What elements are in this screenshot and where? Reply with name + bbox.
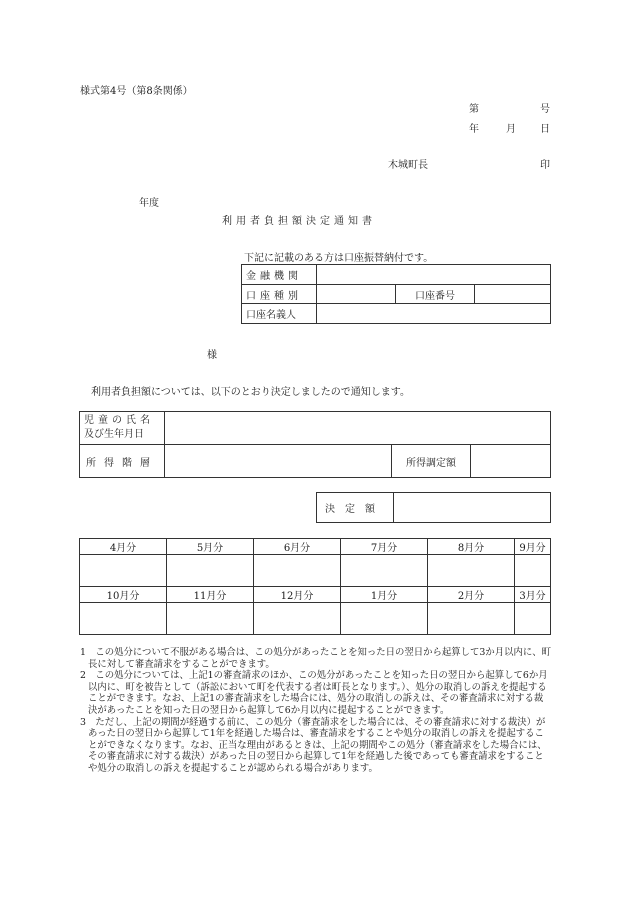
month-amount-cell [167, 555, 254, 587]
bank-institution-value [317, 265, 551, 285]
account-number-label: 口座番号 [396, 285, 475, 304]
month-label: 8月分 [428, 539, 515, 555]
bank-institution-label: 金融機関 [242, 265, 317, 285]
month-value-row-1 [80, 555, 551, 587]
month-label: 10月分 [80, 587, 167, 603]
notification-message: 利用者負担額については、以下のとおり決定しましたので通知します。 [91, 387, 410, 398]
note-3: 3 ただし、上記の期間が経過する前に、この処分（審査請求をした場合には、その審査請求に対する裁決）があった日の翌日から起算して1年を経過した場合は、審査請求をすることや処分の取消しの訴えを提起することができなくなります。なお、正当な理由があるときは、上記の期間やこの処分（審査請求をした場合には、その審査請求に対する裁決）があった日の翌日から起算して1年を経過した後であっても審査請求をすることや処分の取消しの訴えを提起することが認められる場合があります。 [80, 716, 547, 774]
month-amount-cell [80, 603, 167, 635]
month-label: 5月分 [167, 539, 254, 555]
decided-amount-label: 決定額 [317, 493, 394, 523]
year-label: 年 [469, 124, 479, 135]
month-amount-cell [254, 603, 341, 635]
notes-section [80, 647, 552, 775]
note-2: 2 この処分については、上記1の審査請求のほか、この処分があったことを知った日の翌日から起算して6か月以内に、町を被告として（訴訟において町を代表する者は町長となります。）、処分の取消しの訴えを提起することができます。なお、上記1の審査請求をした場合には、処分の取消しの訴えは、その審査請求に対する裁決があったことを知った日の翌日から起算して6か月以内に提起することができます。 [80, 670, 548, 716]
month-label: 3月分 [515, 587, 551, 603]
month-label: 4月分 [80, 539, 167, 555]
month-amount-cell [80, 555, 167, 587]
bank-table [241, 264, 551, 324]
income-adjusted-label: 所得調定額 [392, 445, 471, 478]
form-label: 様式第4号（第8条関係） [80, 86, 193, 97]
month-label: 2月分 [428, 587, 515, 603]
seal-mark: 印 [540, 160, 550, 171]
month-label: 1月分 [341, 587, 428, 603]
recipient-honorific: 様 [207, 350, 217, 361]
month-amount-cell [254, 555, 341, 587]
month-amount-cell [341, 555, 428, 587]
month-amount-cell [515, 603, 551, 635]
income-level-label: 所得階層 [80, 445, 165, 478]
account-type-label: 口座種別 [242, 285, 317, 304]
month-label: 7月分 [341, 539, 428, 555]
bank-intro: 下記に記載のある方は口座振替納付です。 [244, 253, 434, 264]
month-label: 6月分 [254, 539, 341, 555]
fiscal-year-label: 年度 [139, 198, 159, 209]
account-holder-value [317, 304, 551, 324]
month-label: 9月分 [515, 539, 551, 555]
document-title: 利用者負担額決定通知書 [222, 216, 376, 227]
month-amount-cell [167, 603, 254, 635]
number-prefix: 第 [469, 104, 479, 115]
month-header-row-2 [80, 587, 551, 603]
month-amount-cell [428, 603, 515, 635]
day-label: 日 [540, 124, 550, 135]
monthly-table [79, 538, 551, 635]
month-value-row-2 [80, 603, 551, 635]
account-holder-label: 口座名義人 [242, 304, 317, 324]
income-adjusted-value [471, 445, 551, 478]
month-amount-cell [341, 603, 428, 635]
month-label: 12月分 [254, 587, 341, 603]
child-info-table [79, 411, 551, 478]
account-type-value [317, 285, 396, 304]
account-number-value [475, 285, 551, 304]
number-suffix: 号 [540, 104, 550, 115]
month-amount-cell [515, 555, 551, 587]
income-level-value [165, 445, 392, 478]
month-label: 月 [506, 124, 516, 135]
month-header-row-1 [80, 539, 551, 555]
child-name-value [165, 412, 551, 445]
decided-amount-value [394, 493, 551, 523]
issuer: 木城町長 [388, 160, 428, 171]
note-1: 1 この処分について不服がある場合は、この処分があったことを知った日の翌日から起算して3か月以内に、町長に対して審査請求をすることができます。 [80, 647, 552, 670]
month-amount-cell [428, 555, 515, 587]
decided-amount-table [316, 492, 551, 523]
month-label: 11月分 [167, 587, 254, 603]
child-name-label: 児童の氏名 及び生年月日 [80, 412, 165, 445]
